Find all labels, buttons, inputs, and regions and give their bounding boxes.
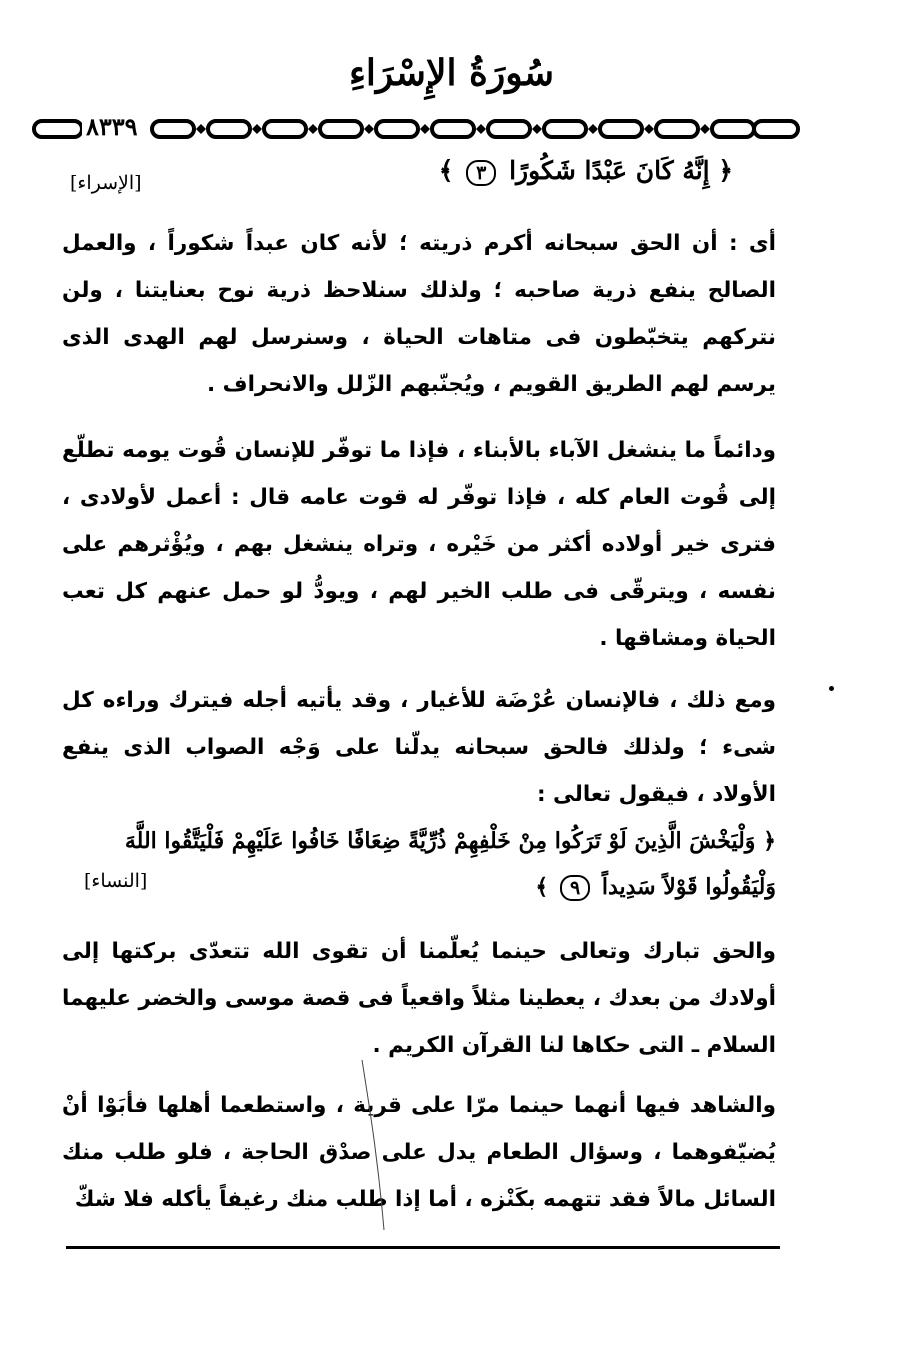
paragraph-1: أى : أن الحق سبحانه أكرم ذريته ؛ لأنه كان عبداً شكوراً ، والعمل الصالح ينفع ذرية صاحبه ؛ ولذلك سنلاحظ ذرية نوح بعنايتنا ، ولن نتركهم يتخبّطون فى متاهات الحياة ، وسنرسل لهم الهدى الذى يرسم لهم الطريق القويم ، ويُجنّبهم الزّلل والانحراف . <box>62 231 776 397</box>
verse-text: إِنَّهُ كَانَ عَبْدًا شَكُورًا <box>509 156 710 185</box>
paragraph-2: ودائماً ما ينشغل الآباء بالأبناء ، فإذا ما توفّر للإنسان قُوت يومه تطلّع إلى قُوت العام كله ، فإذا توفّر له قوت عامه قال : أعمل لأولادى ، فترى خير أولاده أكثر من خَيْره ، وتراه ينشغل بهم ، ويُؤْثرهم على نفسه ، ويترقّى فى طلب الخير لهم ، ويودُّ لو حمل عنهم كل تعب الحياة ومشاقها . <box>62 438 776 651</box>
quote-reference: [النساء] <box>84 870 148 892</box>
verse-top <box>439 156 733 186</box>
paragraph-4: والحق تبارك وتعالى حينما يُعلّمنا أن تقوى الله تتعدّى بركتها إلى أولادك من بعدك ، يعطينا مثلاً واقعياً فى قصة موسى والخضر عليهما السلام ـ التى حكاها لنا القرآن الكريم . <box>62 939 776 1058</box>
verse-top-reference: [الإسراء] <box>70 172 142 194</box>
quote-text-line-1: وَلْيَخْشَ الَّذِينَ لَوْ تَرَكُوا مِنْ خَلْفِهِمْ ذُرِّيَّةً ضِعَافًا خَافُوا عَلَيْهِمْ فَلْيَتَّقُوا اللَّهَ <box>124 828 756 854</box>
footer-rule <box>66 1246 780 1249</box>
page-fold-mark <box>360 1060 390 1230</box>
stray-mark <box>829 686 834 691</box>
paragraph-5: والشاهد فيها أنهما حينما مرّا على قرية ، واستطعما أهلها فأبَوْا أنْ يُضيّفوهما ، وسؤال الطعام يدل على صدْق الحاجة ، فلو طلب منك السائل مالاً فقد تتهمه بكَنْزه ، أما إذا طلب منك رغيفاً يأكله فلا شكّ <box>62 1093 776 1212</box>
verse-open-bracket: ﴿ <box>718 156 733 185</box>
quote-close-bracket: ﴾ <box>535 874 549 900</box>
quran-quote <box>62 818 776 910</box>
quote-line-2 <box>62 864 776 910</box>
quote-text-line-2: وَلْيَقُولُوا قَوْلاً سَدِيداً <box>601 874 776 900</box>
verse-close-bracket: ﴾ <box>438 156 454 185</box>
quote-line-1 <box>62 818 776 864</box>
quote-open-bracket: ﴿ <box>763 828 776 854</box>
verse-number: ٣ <box>466 160 496 186</box>
surah-title: سُورَةُ الإِسْرَاءِ <box>348 52 555 94</box>
page-number: ٨٣٣٩ <box>82 112 142 141</box>
header-ornament-divider <box>30 116 802 142</box>
quote-verse-number: ٩ <box>560 875 590 901</box>
paragraph-3: ومع ذلك ، فالإنسان عُرْضَة للأغيار ، وقد يأتيه أجله فيترك وراءه كل شىء ؛ ولذلك فالحق سبحانه يدلّنا على وَجْه الصواب الذى ينفع الأولاد ، فيقول تعالى : <box>62 688 776 807</box>
